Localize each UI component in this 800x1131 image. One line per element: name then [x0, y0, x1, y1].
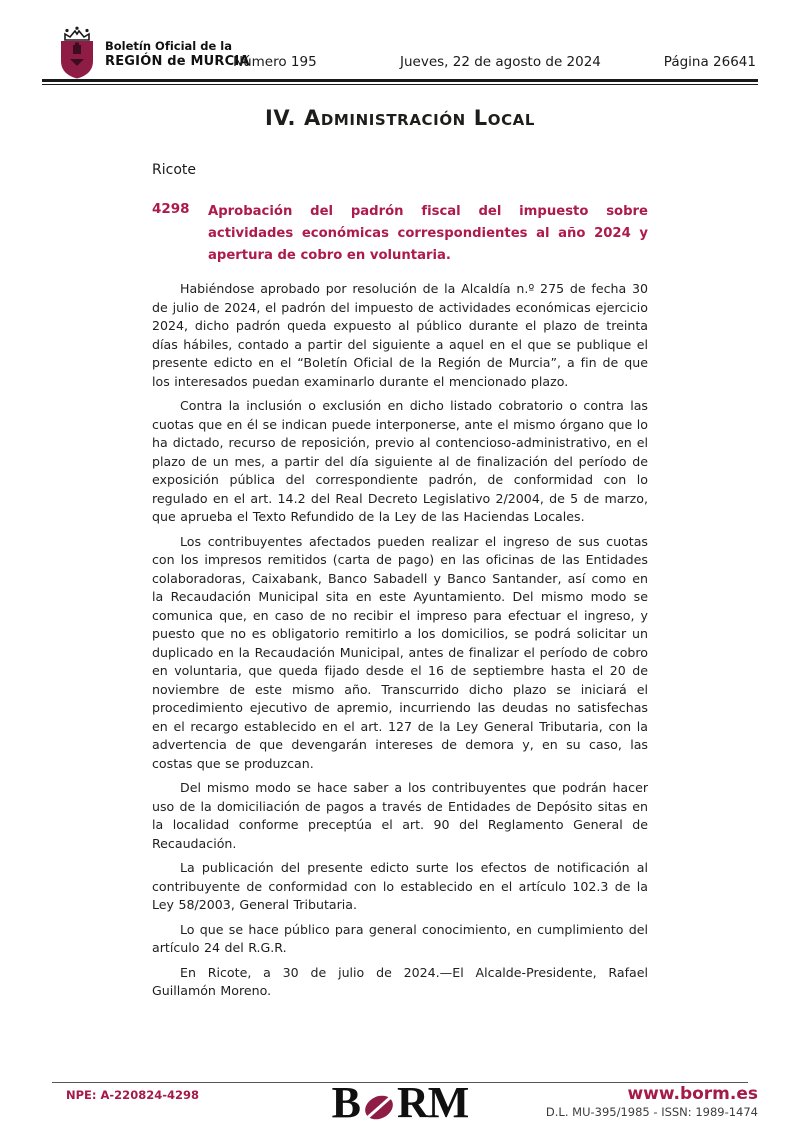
borm-logo-b: B — [331, 1078, 361, 1127]
page-header — [42, 26, 758, 72]
page-number: Página 26641 — [663, 54, 756, 70]
borm-logo-o-icon — [362, 1092, 396, 1123]
paragraph: Los contribuyentes afectados pueden realizar el ingreso de sus cuotas con los impresos remitidos (carta de pago) en las oficinas de las Entidades colaboradoras, Caixabank, Banco Sabadell y Banco Santander, así como en la Recaudación Municipal sita en este Ayuntamiento. Del mismo modo se comunica que, en caso de no recibir el impreso para efectuar el ingreso, y puesto que no es obligatorio remitirlo a los domicilios, se podrá solicitar un duplicado en la Recaudación Municipal, antes de finalizar el período de cobro en voluntaria, que queda fijado desde el 16 de septiembre hasta el 20 de noviembre de este mismo año. Transcurrido dicho plazo se iniciará el procedimiento ejecutivo de apremio, incurriendo las deudas no satisfechas en el recargo establecido en el art. 127 de la Ley General Tributaria, con la advertencia de que devengarán intereses de demora y, en su caso, las costas que se produzcan. — [152, 533, 648, 771]
npe-code: NPE: A-220824-4298 — [66, 1088, 199, 1102]
announcement-title: Aprobación del padrón fiscal del impuesto sobre actividades económicas correspondientes al año 2024 y apertura de cobro en voluntaria. — [208, 204, 648, 263]
paragraph: En Ricote, a 30 de julio de 2024.—El Alcalde-Presidente, Rafael Guillamón Moreno. — [152, 964, 648, 998]
paragraph: Lo que se hace público para general conocimiento, en cumplimiento del artículo 24 del R.G.R. — [152, 921, 648, 955]
edict-body — [152, 280, 648, 1007]
header-divider — [42, 79, 758, 85]
website-link[interactable]: www.borm.es — [627, 1084, 758, 1104]
footer-site-block — [546, 1085, 758, 1119]
legal-deposit-issn: D.L. MU-395/1985 - ISSN: 1989-1474 — [545, 1104, 758, 1119]
borm-logo-rm: RM — [397, 1078, 469, 1127]
brand-line1: Boletín Oficial de la — [105, 39, 232, 54]
issue-number: Número 195 — [233, 54, 317, 70]
paragraph: Contra la inclusión o exclusión en dicho listado cobratorio o contra las cuotas que en él se indican puede interponerse, ante el mismo órgano que lo ha dictado, recurso de reposición, previo al contencioso-administrativo, en el plazo de un mes, a partir del día siguiente al de finalización del período de exposición pública del correspondiente padrón, de conformidad con lo regulado en el art. 14.2 del Real Decreto Legislativo 2/2004, de 5 de marzo, que aprueba el Texto Refundido de la Ley de las Haciendas Locales. — [152, 398, 648, 524]
announcement-number: 4298 — [152, 201, 190, 217]
paragraph: Habiéndose aprobado por resolución de la Alcaldía n.º 275 de fecha 30 de julio de 2024, el padrón del impuesto de actividades económicas ejercicio 2024, dicho padrón queda expuesto al público durante el plazo de treinta días hábiles, contado a partir del siguiente a aquel en el que se publique el presente edicto en el “Boletín Oficial de la Región de Murcia”, a fin de que los interesados puedan examinarlo durante el mencionado plazo. — [152, 281, 648, 389]
announcement-heading — [152, 201, 648, 267]
issue-date: Jueves, 22 de agosto de 2024 — [400, 54, 601, 70]
paragraph: Del mismo modo se hace saber a los contribuyentes que podrán hacer uso de la domiciliación de pagos a través de Entidades de Depósito sitas en la localidad conforme preceptúa el art. 90 del Reglamento General de Recaudación. — [152, 780, 648, 851]
section-title: IV. Administración Local — [264, 106, 536, 130]
municipality-label: Ricote — [152, 162, 196, 178]
brand-line2: REGIÓN de MURCIA — [105, 53, 250, 69]
paragraph: La publicación del presente edicto surte los efectos de notificación al contribuyente de conformidad con lo establecido en el artículo 102.3 de la Ley 58/2003, General Tributaria. — [152, 860, 648, 912]
brand-text — [105, 39, 250, 70]
murcia-coat-of-arms-icon — [55, 26, 99, 80]
